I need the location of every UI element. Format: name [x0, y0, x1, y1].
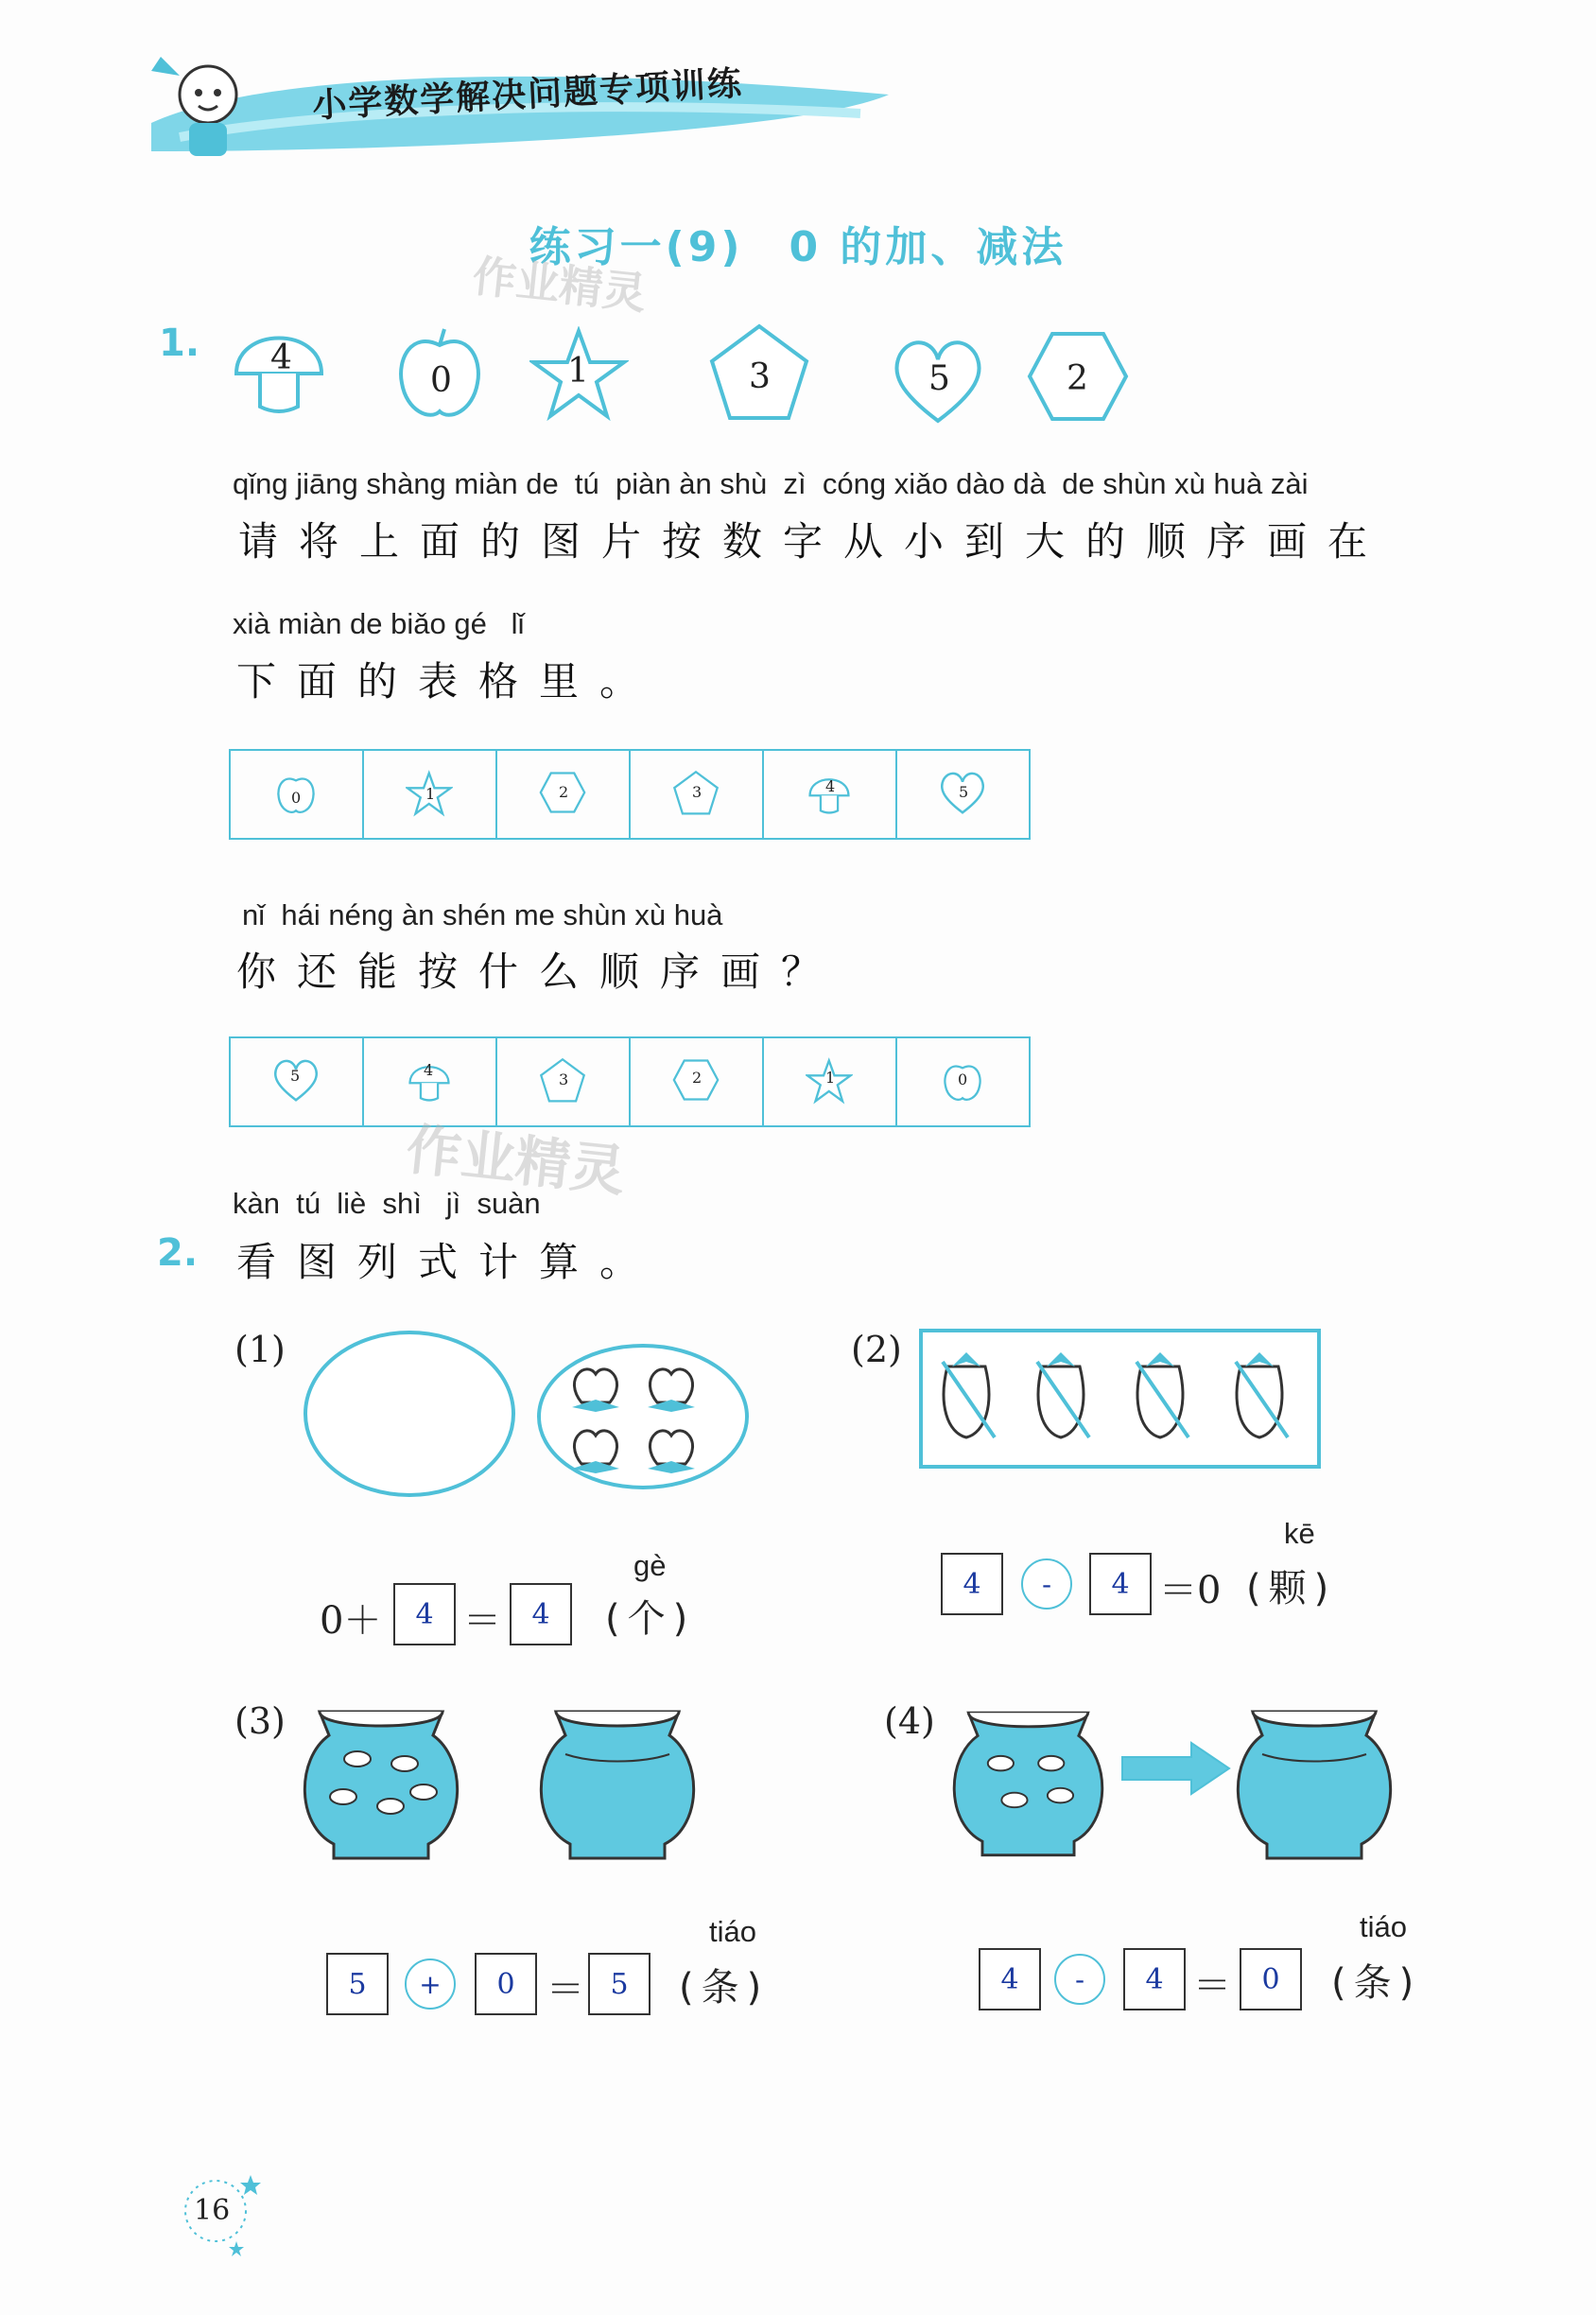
instruction-text: 请将上面的图片按数字从小到大的顺序画在 — [238, 518, 1389, 565]
fishbowl-empty-icon — [537, 1702, 698, 1865]
equals-sign: ＝ — [546, 1968, 584, 2011]
watermark: 作业精灵 — [403, 1117, 629, 1204]
cell-label: 4 — [825, 777, 836, 795]
grid-cell[interactable] — [497, 1038, 631, 1125]
grid-cell[interactable] — [631, 1038, 764, 1125]
grid-cell[interactable] — [231, 1038, 364, 1125]
fishbowl-with-fish-icon — [301, 1702, 461, 1865]
subproblem-label: (3) — [234, 1700, 286, 1742]
shape-label: 0 — [430, 361, 452, 400]
cell-label: 2 — [692, 1069, 703, 1087]
book-title: 小学数学解决问题专项训练 — [311, 64, 744, 126]
answer-box[interactable]: 4 — [393, 1583, 456, 1645]
cell-label: 0 — [958, 1070, 968, 1088]
instruction-text: 下面的表格里。 — [236, 658, 661, 705]
unit-pinyin: tiáo — [1360, 1910, 1407, 1943]
subproblem-label: (2) — [851, 1329, 902, 1370]
operator-circle[interactable]: + — [405, 1958, 456, 2010]
shape-label: 3 — [749, 357, 771, 396]
equation-result: ＝0 — [1159, 1569, 1222, 1612]
answer-box[interactable]: 4 — [941, 1553, 1003, 1615]
instruction-text: 看图列式计算。 — [236, 1239, 661, 1285]
operator-circle[interactable]: - — [1021, 1558, 1072, 1610]
shape-label: 1 — [567, 352, 589, 391]
grid-cell[interactable] — [764, 751, 897, 838]
cell-label: 4 — [424, 1061, 434, 1079]
pinyin-line: kàn tú liè shì jì suàn — [233, 1187, 541, 1220]
cell-label: 1 — [425, 785, 436, 803]
answer-grid-2 — [229, 1036, 1031, 1127]
unit-label: (个) — [605, 1597, 696, 1641]
answer-box[interactable]: 0 — [475, 1953, 537, 2015]
grid-cell[interactable] — [631, 751, 764, 838]
unit-label: (条) — [1331, 1961, 1422, 2005]
unit-label: (条) — [679, 1966, 770, 2010]
equals-sign: ＝ — [1193, 1964, 1231, 2008]
grid-cell[interactable] — [231, 751, 364, 838]
question-number: 2. — [157, 1231, 199, 1275]
unit-pinyin: tiáo — [709, 1915, 756, 1948]
grid-cell[interactable] — [897, 751, 1029, 838]
fishbowl-with-fish-icon — [950, 1702, 1106, 1863]
cell-label: 0 — [291, 789, 302, 807]
watermark: 作业精灵 — [470, 250, 650, 320]
pinyin-line: xià miàn de biǎo gé lǐ — [233, 607, 525, 640]
cell-label: 2 — [559, 783, 569, 801]
shape-label: 4 — [270, 339, 292, 377]
equals-sign: ＝ — [463, 1599, 501, 1643]
cell-label: 3 — [559, 1070, 569, 1088]
cell-label: 5 — [290, 1067, 301, 1085]
answer-box[interactable]: 0 — [1240, 1948, 1302, 2010]
unit-label: (颗) — [1246, 1567, 1337, 1610]
cartoon-kid-icon — [142, 47, 265, 170]
answer-box[interactable]: 4 — [1089, 1553, 1152, 1615]
answer-box[interactable]: 4 — [510, 1583, 572, 1645]
grid-cell[interactable] — [497, 751, 631, 838]
unit-pinyin: gè — [633, 1549, 667, 1582]
answer-box[interactable]: 5 — [326, 1953, 389, 2015]
grid-cell[interactable] — [897, 1038, 1029, 1125]
equation-lhs: 0＋ — [320, 1599, 382, 1643]
subproblem-label: (4) — [884, 1700, 935, 1742]
cell-label: 3 — [692, 783, 703, 801]
grid-cell[interactable] — [364, 751, 497, 838]
instruction-text: 你还能按什么顺序画？ — [236, 949, 842, 995]
grid-cell[interactable] — [764, 1038, 897, 1125]
pinyin-line: nǐ hái néng àn shén me shùn xù huà — [242, 898, 723, 931]
lesson-title: 练习一(9) 0 的加、减法 — [529, 223, 1067, 271]
pinyin-line: qǐng jiāng shàng miàn de tú piàn àn shù zì cóng xiǎo dào dà de shùn xù huà zài — [233, 467, 1309, 500]
answer-box[interactable]: 4 — [979, 1948, 1041, 2010]
shape-label: 5 — [928, 359, 950, 398]
shape-label: 2 — [1067, 359, 1088, 398]
empty-plate-icon — [301, 1329, 518, 1499]
subproblem-label: (1) — [234, 1329, 286, 1370]
cell-label: 1 — [825, 1069, 836, 1087]
page-number: 16 — [194, 2194, 231, 2227]
arrow-right-icon — [1120, 1740, 1234, 1797]
unit-pinyin: kē — [1284, 1517, 1315, 1550]
operator-circle[interactable]: - — [1054, 1954, 1105, 2005]
question-number: 1. — [159, 322, 200, 365]
answer-box[interactable]: 4 — [1123, 1948, 1186, 2010]
crossed-strawberries-icon — [919, 1329, 1321, 1469]
answer-grid-1 — [229, 749, 1031, 840]
peach-plate-icon — [534, 1341, 752, 1492]
cell-label: 5 — [959, 783, 969, 801]
fishbowl-empty-icon — [1234, 1702, 1395, 1865]
answer-box[interactable]: 5 — [588, 1953, 651, 2015]
